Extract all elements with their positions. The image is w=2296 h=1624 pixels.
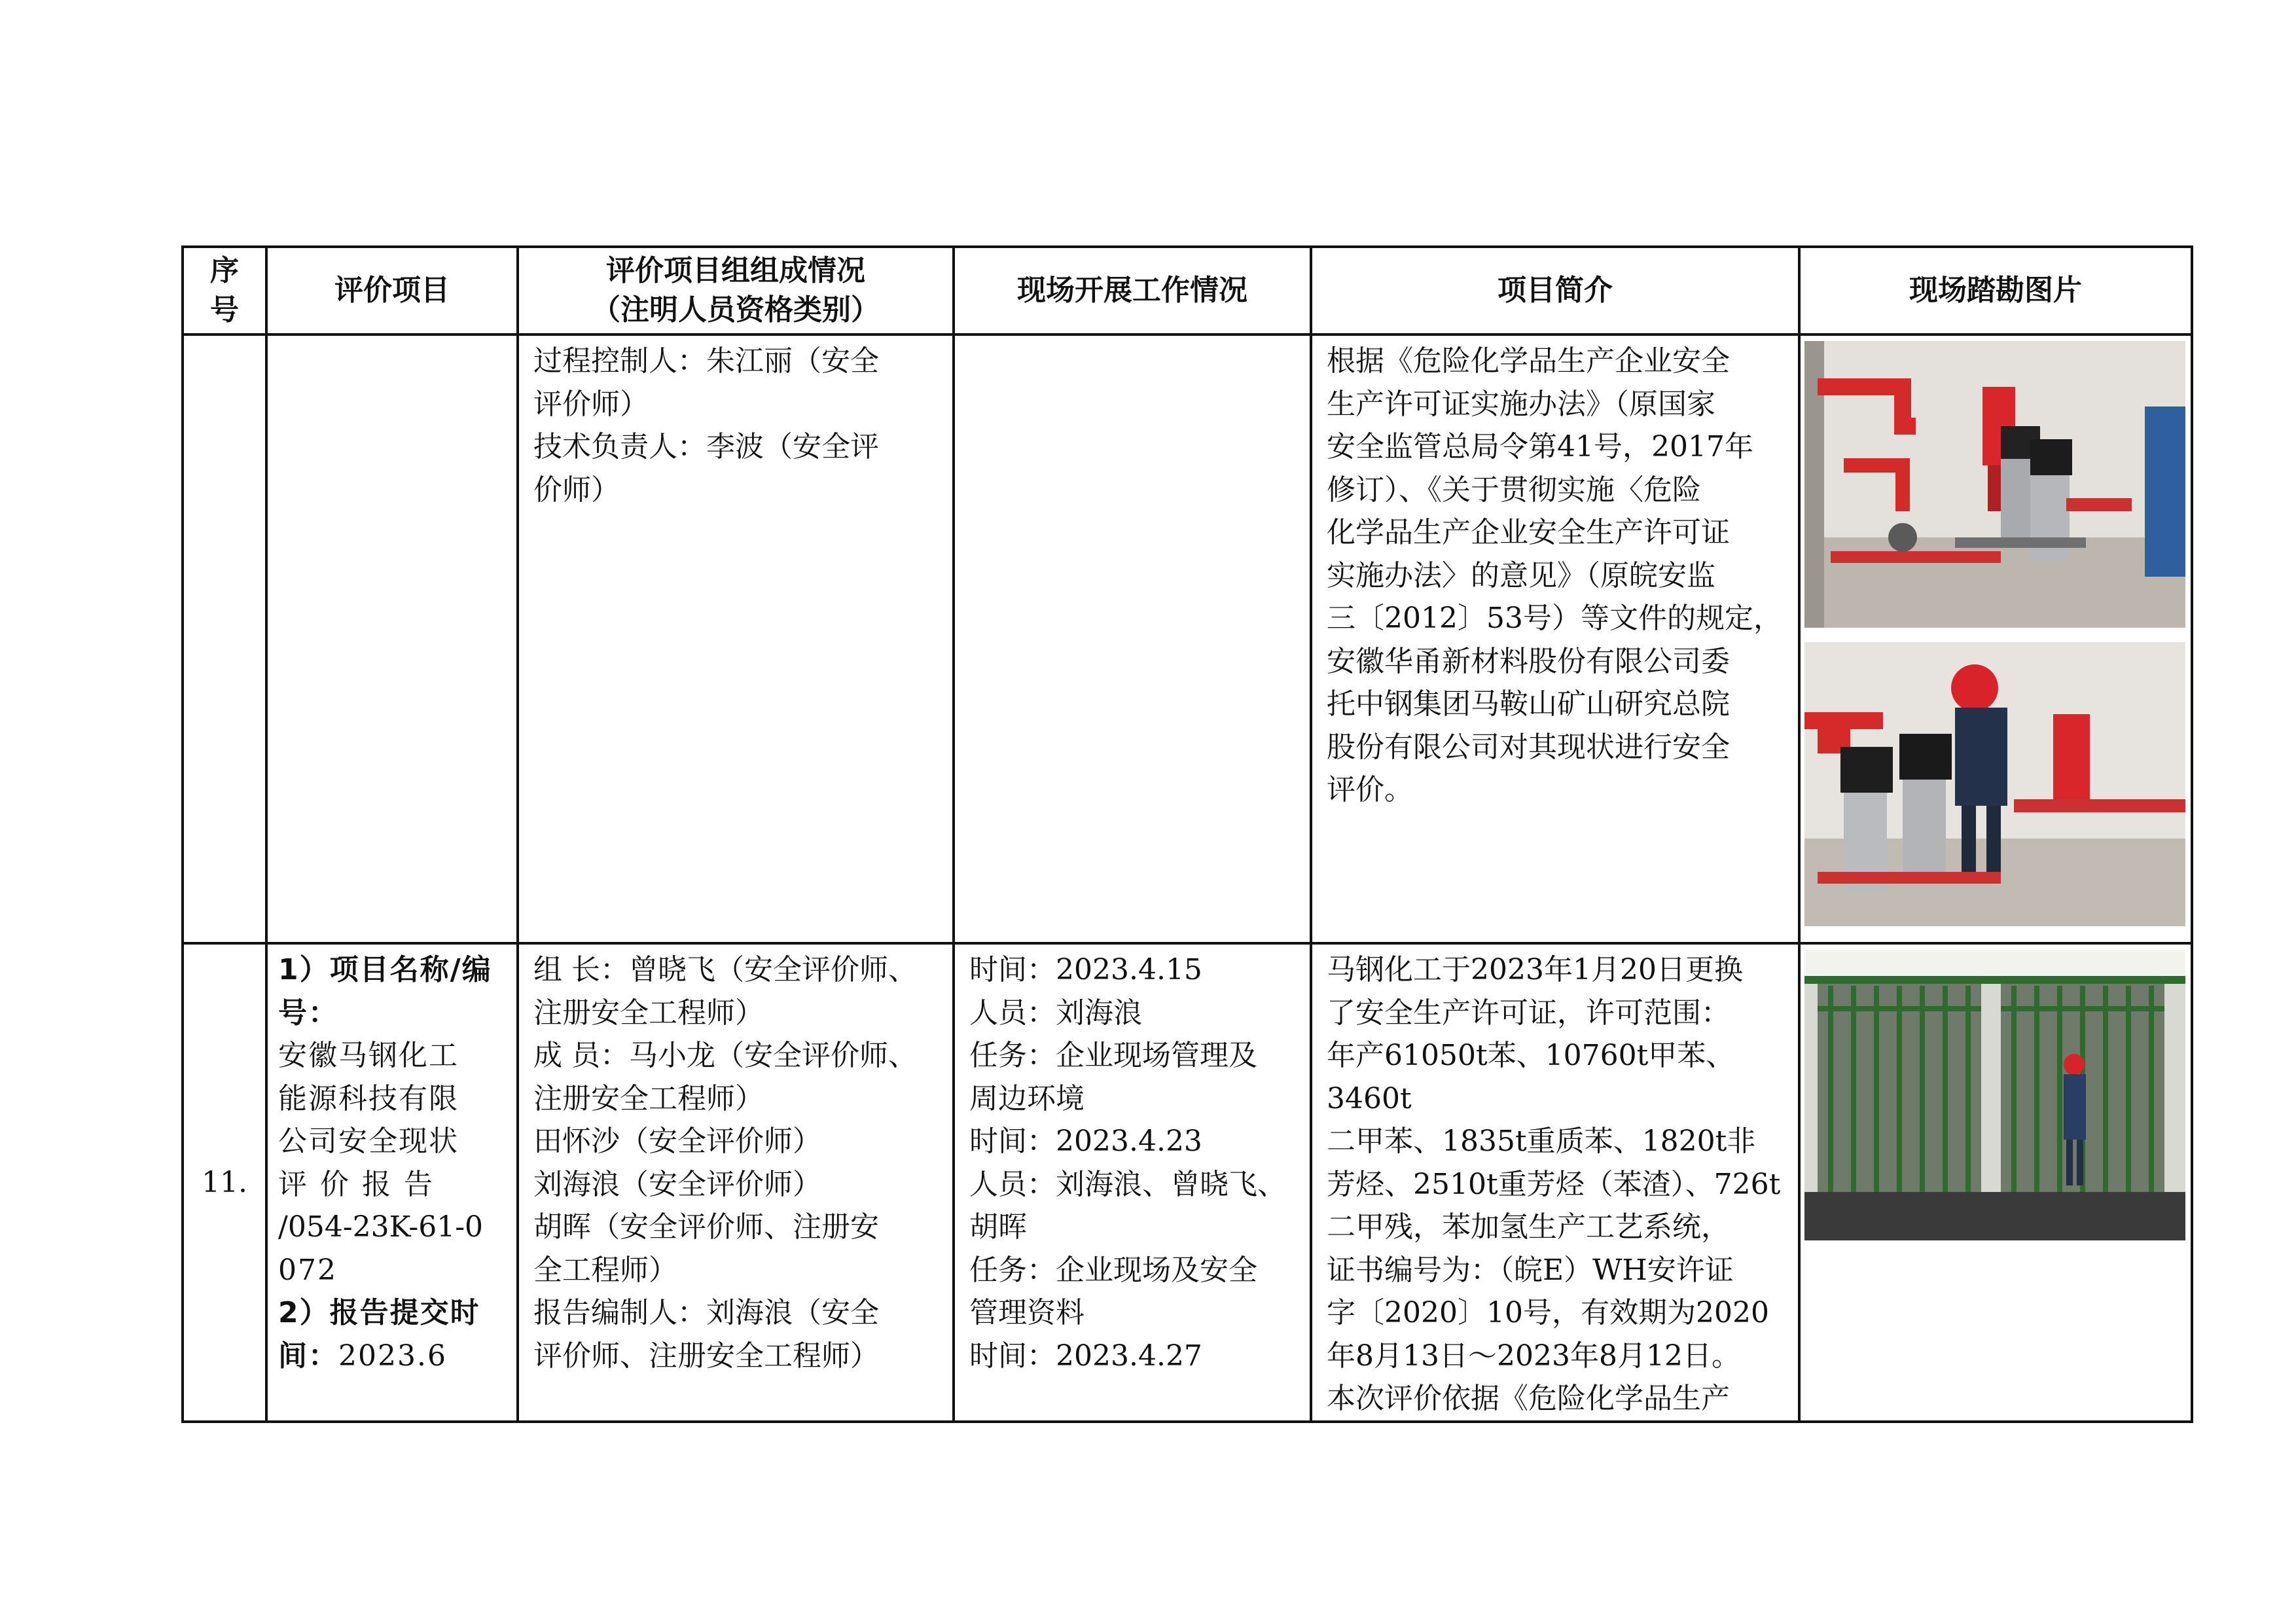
row1-photos xyxy=(1799,334,2192,943)
header-index: 序号 xyxy=(183,247,266,334)
table-row xyxy=(183,334,2192,943)
row2-photos xyxy=(1799,943,2192,1422)
header-photos: 现场踏勘图片 xyxy=(1799,247,2192,334)
header-work: 现场开展工作情况 xyxy=(954,247,1311,334)
evaluation-table xyxy=(181,245,2193,1423)
row1-project xyxy=(266,334,518,943)
row1-team: 过程控制人：朱江丽（安全 评价师） 技术负责人：李波（安全评 价师） xyxy=(518,334,954,943)
row1-index xyxy=(183,334,266,943)
header-intro: 项目简介 xyxy=(1311,247,1799,334)
row1-work xyxy=(954,334,1311,943)
row2-project: 1）项目名称/编 号： 安徽马钢化工 能源科技有限 公司安全现状 评价报告 /054-23K-61-0 072 2）报告提交时 间：2023.6 xyxy=(266,943,518,1422)
table-row xyxy=(183,943,2192,1422)
row1-intro: 根据《危险化学品生产企业安全 生产许可证实施办法》（原国家 安全监管总局令第41号，2017年 修订）、《关于贯彻实施〈危险 化学品生产企业安全生产许可证 实施办法〉的意见》（原皖安监 三〔2012〕53号）等文件的规定， 安徽华甬新材料股份有限公司委 托中钢集团马鞍山矿山研究总院 股份有限公司对其现状进行安全 评价。 xyxy=(1311,334,1799,943)
header-team: 评价项目组组成情况 （注明人员资格类别） xyxy=(518,247,954,334)
row2-work: 时间：2023.4.15 人员：刘海浪 任务：企业现场管理及 周边环境 时间：2023.4.23 人员：刘海浪、曾晓飞、 胡晖 任务：企业现场及安全 管理资料 时间：2023.4.27 xyxy=(954,943,1311,1422)
inspector-photo xyxy=(1804,642,2185,926)
row2-intro: 马钢化工于2023年1月20日更换 了安全生产许可证，许可范围： 年产61050t苯、10760t甲苯、3460t 二甲苯、1835t重质苯、1820t非 芳烃、2510t重芳烃（苯渣）、726t 二甲残，苯加氢生产工艺系统， 证书编号为：（皖E）WH安许证 字〔2020〕10号，有效期为2020 年8月13日～2023年8月12日。 本次评价依据《危险化学品生产 xyxy=(1311,943,1799,1422)
row2-index: 11. xyxy=(183,943,266,1422)
row2-team: 组 长：曾晓飞（安全评价师、 注册安全工程师） 成 员：马小龙（安全评价师、 注册安全工程师） 田怀沙（安全评价师） 刘海浪（安全评价师） 胡晖（安全评价师、注册安 全工程师） 报告编制人：刘海浪（安全 评价师、注册安全工程师） xyxy=(518,943,954,1422)
header-row xyxy=(183,247,2192,334)
header-project: 评价项目 xyxy=(266,247,518,334)
pump-room-photo xyxy=(1804,341,2185,628)
gas-cylinder-room-photo xyxy=(1804,950,2185,1240)
